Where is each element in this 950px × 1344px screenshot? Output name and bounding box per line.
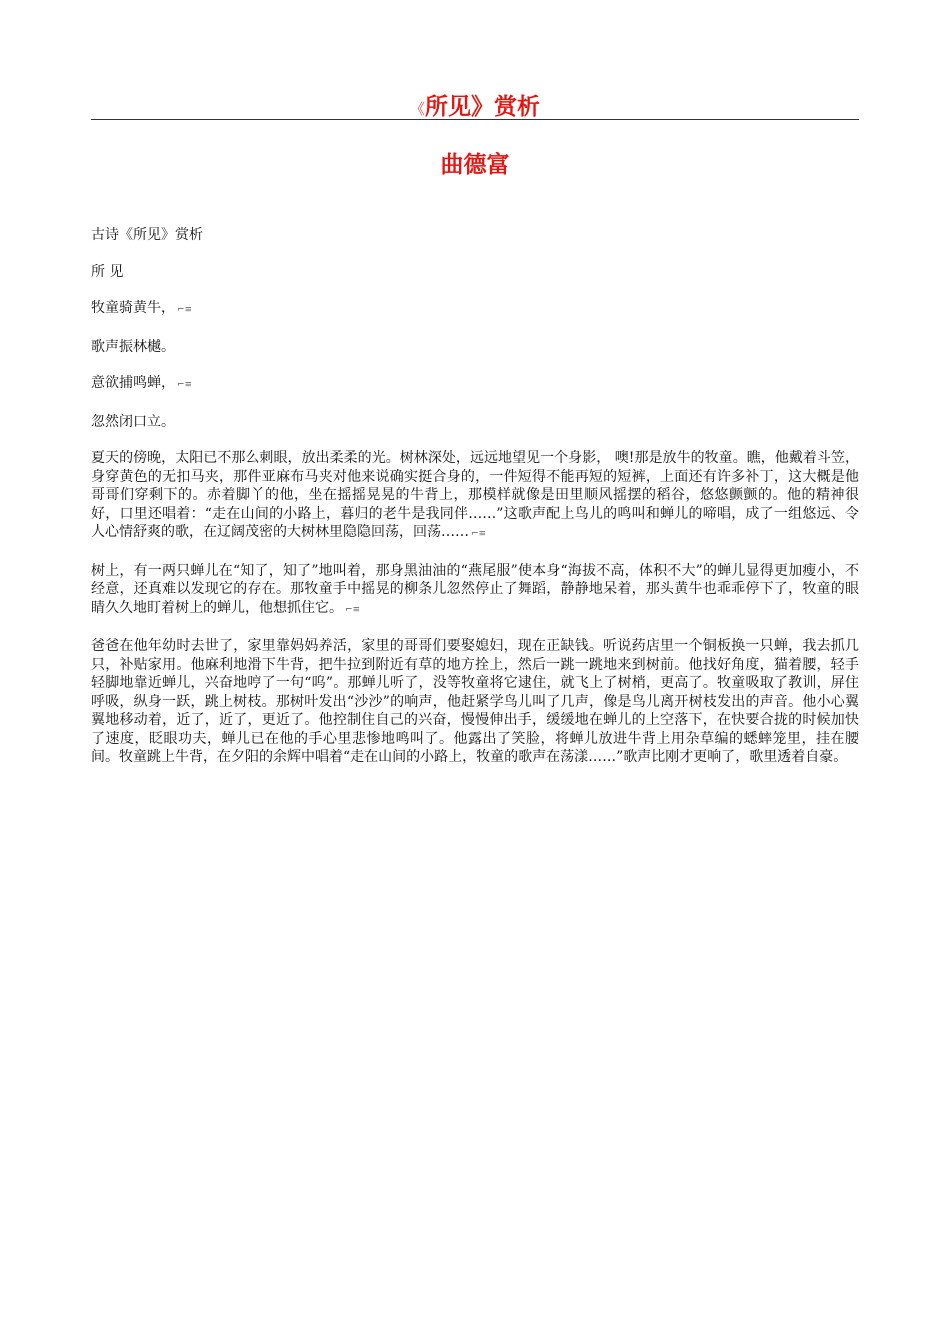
poem-line-text: 歌声振林樾。 <box>91 338 175 355</box>
poem-line <box>91 413 859 432</box>
poem-title: 所 见 <box>91 263 124 280</box>
poem-line <box>91 338 859 357</box>
paragraph-text: 夏天的傍晚，太阳已不那么刺眼，放出柔柔的光。树林深处，远远地望见一个身影， 噢!那是放牛的牧童。瞧，他戴着斗笠，身穿黄色的无扣马夹，那件亚麻布马夹对他来说确实挺合身的，一件短得不能再短的短裤，上面还有许多补丁，这大概是他哥哥们穿剩下的。赤着脚丫的他，坐在摇摇晃晃的牛背上，那模样就像是田里顺风摇摆的稻谷，悠悠颤颤的。他的精神很好，口里还唱着：“走在山间的小路上，暮归的老牛是我同伴……”这歌声配上鸟儿的鸣叫和蝉儿的啼唱，成了一组悠远、令人心情舒爽的歌，在辽阔茂密的大树林里隐隐回荡，回荡…… <box>91 450 859 540</box>
title-open-quote: 《 <box>409 100 425 118</box>
author-name: 曲德富 <box>440 151 510 178</box>
paragraph-text: 爸爸在他年幼时去世了，家里靠妈妈养活，家里的哥哥们要娶媳妇，现在正缺钱。听说药店里一个铜板换一只蝉，我去抓几只，补贴家用。他麻利地滑下牛背，把牛拉到附近有草的地方拴上，然后一跳一跳地来到树前。他找好角度，猫着腰，轻手轻脚地靠近蝉儿，兴奋地哼了一句“呜”。那蝉儿听了，没等牧童将它逮住，就飞上了树梢，更高了。牧童吸取了教训，屏住呼吸，纵身一跃，跳上树枝。那树叶发出“沙沙”的响声，他赶紧学鸟儿叫了几声，像是鸟儿离开树枝发出的声音。他小心翼翼地移动着，近了，近了，更近了。他控制住自己的兴奋，慢慢伸出手，缓缓地在蝉儿的上空落下，在快要合拢的时候加快了速度，眨眼功夫，蝉儿已在他的手心里悲惨地鸣叫了。他露出了笑脸，将蝉儿放进牛背上用杂草编的蟋蟀笼里，挂在腰间。牧童跳上牛背，在夕阳的余辉中唱着“走在山间的小路上，牧童的歌声在荡漾……”歌声比刚才更响了，歌里透着自豪。 <box>91 638 859 765</box>
paragraph-text: 树上，有一两只蝉儿在“知了，知了”地叫着，那身黑油油的“燕尾服”使本身“海拔不高，体积不大”的蝉儿显得更加瘦小，不经意，还真难以发现它的存在。那牧童手中摇晃的柳条儿忽然停止了舞蹈，静静地呆着，那头黄牛也乖乖停下了，牧童的眼睛久久地盯着树上的蝉儿，他想抓住它。 <box>91 562 859 616</box>
title-text: 所见》赏析 <box>425 93 540 120</box>
paragraph-mark-icon: ⌐≡ <box>345 604 361 615</box>
title-divider <box>91 119 859 120</box>
body-paragraph <box>91 449 859 544</box>
poem-line-text: 意欲捕鸣蝉， <box>91 375 175 391</box>
article-heading: 古诗《所见》赏析 <box>91 227 203 243</box>
poem-line <box>91 374 859 395</box>
body-paragraph <box>91 637 859 767</box>
paragraph-mark-icon: ⌐≡ <box>471 529 487 539</box>
body-paragraph <box>91 562 859 620</box>
poem-line <box>91 299 859 320</box>
paragraph-mark-icon: ⌐≡ <box>177 380 193 390</box>
poem-line-text: 牧童骑黄牛， <box>91 300 175 316</box>
paragraph-mark-icon: ⌐≡ <box>177 305 193 315</box>
poem-line-text: 忽然闭口立。 <box>91 413 175 430</box>
document-body <box>91 226 859 785</box>
